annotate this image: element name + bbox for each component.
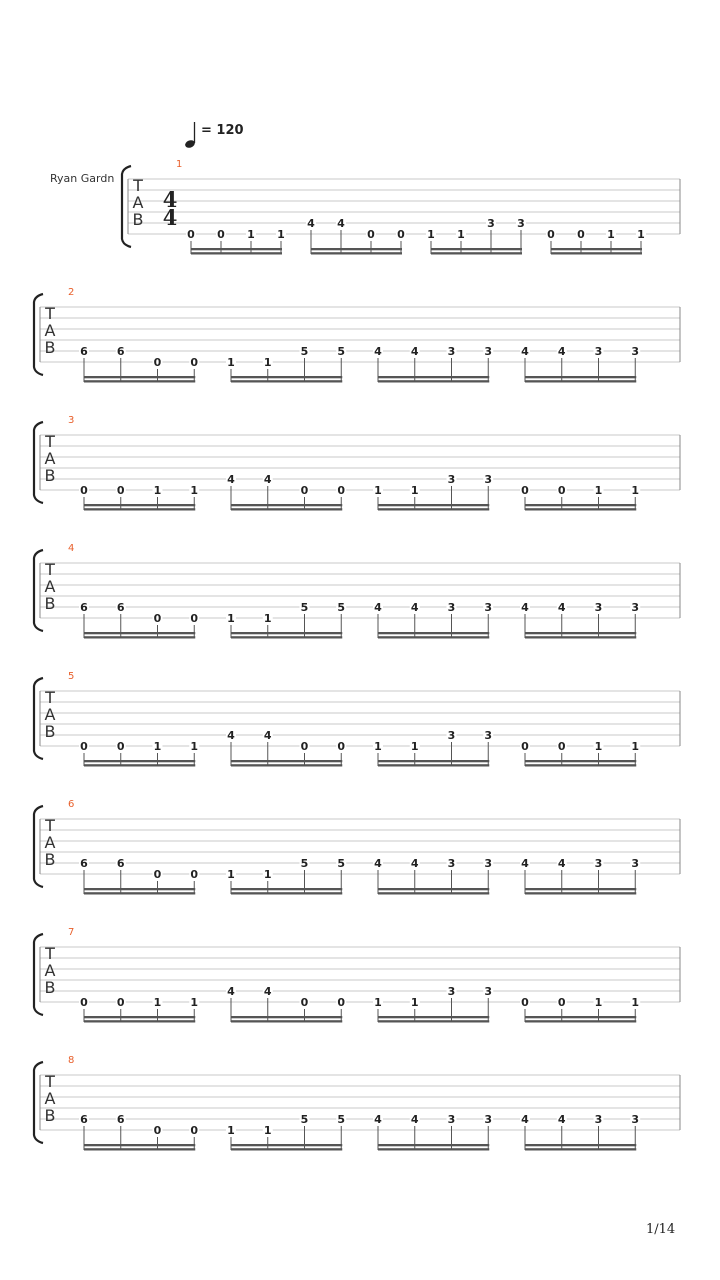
fret-number: 3 bbox=[484, 985, 493, 998]
fret-number: 3 bbox=[631, 345, 640, 358]
beam-primary bbox=[84, 504, 195, 506]
fret-number: 1 bbox=[227, 1124, 235, 1137]
tab-clef-letter: B bbox=[44, 1106, 56, 1125]
fret-number: 0 bbox=[153, 356, 162, 369]
fret-number: 3 bbox=[487, 217, 495, 230]
beam-primary bbox=[231, 888, 342, 890]
tab-system bbox=[34, 927, 680, 1023]
tab-clef-letter: B bbox=[44, 338, 56, 357]
fret-number: 5 bbox=[337, 601, 346, 614]
beam-primary bbox=[378, 504, 489, 506]
beam-secondary bbox=[378, 1148, 489, 1150]
beam-secondary bbox=[231, 636, 342, 638]
fret-number: 3 bbox=[484, 857, 493, 870]
beam-primary bbox=[525, 1016, 636, 1018]
fret-number: 0 bbox=[190, 868, 199, 881]
fret-number: 0 bbox=[153, 1124, 162, 1137]
fret-number: 3 bbox=[594, 1113, 603, 1126]
fret-number: 5 bbox=[337, 345, 346, 358]
fret-number: 1 bbox=[190, 740, 199, 753]
tab-clef-letter: B bbox=[44, 594, 56, 613]
fret-number: 1 bbox=[153, 996, 162, 1009]
fret-number: 1 bbox=[410, 996, 419, 1009]
tab-system bbox=[122, 159, 680, 255]
fret-number: 0 bbox=[397, 228, 405, 241]
measure-number: 6 bbox=[68, 799, 75, 810]
tab-system bbox=[34, 287, 680, 383]
beam-secondary bbox=[378, 892, 489, 894]
fret-number: 4 bbox=[227, 985, 235, 998]
fret-number: 6 bbox=[116, 1113, 125, 1126]
beam-secondary bbox=[84, 764, 195, 766]
fret-number: 0 bbox=[190, 1124, 199, 1137]
system-bracket bbox=[34, 1062, 43, 1143]
fret-number: 5 bbox=[300, 857, 309, 870]
fret-number: 3 bbox=[484, 1113, 493, 1126]
tempo-value: = 120 bbox=[201, 123, 244, 138]
beam-secondary bbox=[525, 764, 636, 766]
fret-number: 4 bbox=[410, 345, 419, 358]
fret-number: 1 bbox=[190, 484, 199, 497]
system-bracket bbox=[122, 166, 131, 247]
fret-number: 1 bbox=[374, 740, 382, 753]
fret-number: 1 bbox=[263, 1124, 272, 1137]
fret-number: 0 bbox=[153, 612, 162, 625]
tab-clef-letter: A bbox=[44, 321, 56, 340]
fret-number: 0 bbox=[116, 996, 125, 1009]
tab-system bbox=[34, 415, 680, 511]
measure-number: 3 bbox=[68, 415, 75, 426]
tab-system bbox=[34, 799, 680, 895]
beam-secondary bbox=[231, 1148, 342, 1150]
tab-clef-letter: T bbox=[45, 944, 55, 963]
fret-number: 4 bbox=[374, 857, 382, 870]
beam-secondary bbox=[231, 892, 342, 894]
fret-number: 4 bbox=[410, 1113, 419, 1126]
fret-number: 0 bbox=[337, 484, 346, 497]
measure-number: 4 bbox=[68, 543, 75, 554]
fret-number: 0 bbox=[116, 740, 125, 753]
beam-primary bbox=[431, 248, 522, 250]
fret-number: 0 bbox=[300, 740, 309, 753]
fret-number: 3 bbox=[484, 345, 493, 358]
fret-number: 0 bbox=[153, 868, 162, 881]
beam-secondary bbox=[231, 1020, 342, 1022]
fret-number: 1 bbox=[594, 996, 603, 1009]
beam-secondary bbox=[525, 1020, 636, 1022]
tab-system bbox=[34, 543, 680, 639]
fret-number: 4 bbox=[410, 857, 419, 870]
fret-number: 0 bbox=[190, 356, 199, 369]
fret-number: 4 bbox=[410, 601, 419, 614]
fret-number: 1 bbox=[637, 228, 645, 241]
beam-secondary bbox=[525, 508, 636, 510]
fret-number: 0 bbox=[337, 996, 346, 1009]
tab-clef-letter: T bbox=[45, 432, 55, 451]
measure-number: 5 bbox=[68, 671, 75, 682]
fret-number: 6 bbox=[116, 345, 125, 358]
fret-number: 1 bbox=[631, 484, 640, 497]
beam-primary bbox=[84, 888, 195, 890]
beam-secondary bbox=[84, 636, 195, 638]
fret-number: 0 bbox=[557, 740, 566, 753]
fret-number: 0 bbox=[547, 228, 555, 241]
fret-number: 0 bbox=[577, 228, 585, 241]
fret-number: 3 bbox=[631, 857, 640, 870]
beam-primary bbox=[311, 248, 402, 250]
fret-number: 0 bbox=[521, 996, 529, 1009]
fret-number: 1 bbox=[631, 740, 640, 753]
fret-number: 4 bbox=[263, 473, 272, 486]
fret-number: 3 bbox=[631, 1113, 640, 1126]
fret-number: 3 bbox=[484, 601, 493, 614]
fret-number: 3 bbox=[447, 729, 456, 742]
fret-number: 1 bbox=[374, 996, 382, 1009]
fret-number: 0 bbox=[190, 612, 199, 625]
fret-number: 3 bbox=[447, 345, 456, 358]
beam-secondary bbox=[231, 508, 342, 510]
fret-number: 0 bbox=[80, 740, 88, 753]
beam-primary bbox=[525, 504, 636, 506]
time-signature-denominator: 4 bbox=[162, 205, 178, 230]
beam-primary bbox=[84, 376, 195, 378]
fret-number: 5 bbox=[337, 857, 346, 870]
fret-number: 4 bbox=[263, 985, 272, 998]
beam-primary bbox=[525, 376, 636, 378]
fret-number: 4 bbox=[337, 217, 345, 230]
fret-number: 3 bbox=[447, 601, 456, 614]
beam-secondary bbox=[231, 764, 342, 766]
fret-number: 1 bbox=[190, 996, 199, 1009]
tab-clef-letter: T bbox=[45, 688, 55, 707]
tab-system bbox=[34, 1055, 680, 1151]
fret-number: 0 bbox=[80, 996, 88, 1009]
tab-clef-letter: A bbox=[132, 193, 144, 212]
system-bracket bbox=[34, 550, 43, 631]
fret-number: 0 bbox=[217, 228, 225, 241]
fret-number: 1 bbox=[410, 740, 419, 753]
beam-primary bbox=[378, 1016, 489, 1018]
fret-number: 4 bbox=[521, 1113, 529, 1126]
time-signature-numerator: 4 bbox=[162, 187, 178, 212]
tab-clef-letter: A bbox=[44, 1089, 56, 1108]
fret-number: 4 bbox=[557, 1113, 566, 1126]
fret-number: 1 bbox=[410, 484, 419, 497]
tab-clef-letter: A bbox=[44, 705, 56, 724]
fret-number: 0 bbox=[557, 484, 566, 497]
instrument-name: Ryan Gardn bbox=[50, 172, 115, 185]
beam-secondary bbox=[378, 508, 489, 510]
beam-secondary bbox=[311, 252, 402, 254]
tab-clef-letter: B bbox=[132, 210, 144, 229]
fret-number: 4 bbox=[521, 857, 529, 870]
beam-secondary bbox=[525, 892, 636, 894]
fret-number: 6 bbox=[80, 345, 88, 358]
fret-number: 6 bbox=[80, 1113, 88, 1126]
fret-number: 3 bbox=[447, 857, 456, 870]
beam-secondary bbox=[525, 1148, 636, 1150]
beam-secondary bbox=[84, 892, 195, 894]
fret-number: 0 bbox=[521, 740, 529, 753]
fret-number: 6 bbox=[116, 857, 125, 870]
beam-primary bbox=[525, 760, 636, 762]
fret-number: 4 bbox=[374, 345, 382, 358]
fret-number: 4 bbox=[521, 601, 529, 614]
beam-primary bbox=[378, 632, 489, 634]
fret-number: 4 bbox=[227, 473, 235, 486]
beam-primary bbox=[84, 1016, 195, 1018]
beam-primary bbox=[378, 376, 489, 378]
beam-secondary bbox=[431, 252, 522, 254]
fret-number: 1 bbox=[227, 612, 235, 625]
tempo-marking bbox=[184, 122, 243, 149]
system-bracket bbox=[34, 806, 43, 887]
fret-number: 1 bbox=[227, 356, 235, 369]
system-bracket bbox=[34, 934, 43, 1015]
fret-number: 0 bbox=[367, 228, 375, 241]
beam-secondary bbox=[378, 380, 489, 382]
beam-secondary bbox=[378, 764, 489, 766]
beam-primary bbox=[378, 888, 489, 890]
fret-number: 4 bbox=[521, 345, 529, 358]
beam-secondary bbox=[84, 1148, 195, 1150]
beam-primary bbox=[84, 1144, 195, 1146]
fret-number: 4 bbox=[374, 1113, 382, 1126]
fret-number: 3 bbox=[594, 345, 603, 358]
fret-number: 0 bbox=[557, 996, 566, 1009]
beam-secondary bbox=[84, 508, 195, 510]
tab-clef-letter: T bbox=[45, 560, 55, 579]
page-number: 1/14 bbox=[646, 1222, 676, 1237]
beam-primary bbox=[231, 1016, 342, 1018]
fret-number: 0 bbox=[337, 740, 346, 753]
systems-container bbox=[34, 159, 680, 1151]
fret-number: 1 bbox=[153, 740, 162, 753]
beam-secondary bbox=[378, 636, 489, 638]
tab-clef-letter: T bbox=[133, 176, 143, 195]
fret-number: 1 bbox=[263, 868, 272, 881]
tab-clef-letter: A bbox=[44, 833, 56, 852]
measure-number: 2 bbox=[68, 287, 75, 298]
fret-number: 3 bbox=[447, 473, 456, 486]
measure-number: 1 bbox=[176, 159, 183, 170]
fret-number: 4 bbox=[227, 729, 235, 742]
fret-number: 4 bbox=[557, 345, 566, 358]
system-bracket bbox=[34, 678, 43, 759]
tab-clef-letter: A bbox=[44, 961, 56, 980]
fret-number: 0 bbox=[521, 484, 529, 497]
fret-number: 0 bbox=[300, 996, 309, 1009]
fret-number: 3 bbox=[594, 601, 603, 614]
beam-secondary bbox=[525, 380, 636, 382]
beam-primary bbox=[84, 632, 195, 634]
beam-primary bbox=[525, 888, 636, 890]
fret-number: 4 bbox=[263, 729, 272, 742]
system-bracket bbox=[34, 294, 43, 375]
fret-number: 5 bbox=[337, 1113, 346, 1126]
beam-primary bbox=[231, 504, 342, 506]
tab-system bbox=[34, 671, 680, 767]
fret-number: 1 bbox=[227, 868, 235, 881]
fret-number: 3 bbox=[631, 601, 640, 614]
fret-number: 1 bbox=[263, 612, 272, 625]
fret-number: 1 bbox=[631, 996, 640, 1009]
fret-number: 5 bbox=[300, 345, 309, 358]
beam-primary bbox=[84, 760, 195, 762]
fret-number: 5 bbox=[300, 601, 309, 614]
beam-primary bbox=[231, 632, 342, 634]
measure-number: 7 bbox=[68, 927, 75, 938]
tab-clef-letter: B bbox=[44, 722, 56, 741]
beam-secondary bbox=[84, 1020, 195, 1022]
system-bracket bbox=[34, 422, 43, 503]
fret-number: 6 bbox=[116, 601, 125, 614]
measure-number: 8 bbox=[68, 1055, 75, 1066]
tab-clef-letter: T bbox=[45, 304, 55, 323]
fret-number: 1 bbox=[263, 356, 272, 369]
beam-secondary bbox=[191, 252, 282, 254]
beam-primary bbox=[231, 760, 342, 762]
beam-secondary bbox=[551, 252, 642, 254]
fret-number: 6 bbox=[80, 857, 88, 870]
tab-clef-letter: A bbox=[44, 449, 56, 468]
tab-clef-letter: B bbox=[44, 978, 56, 997]
fret-number: 1 bbox=[594, 484, 603, 497]
beam-primary bbox=[191, 248, 282, 250]
tab-clef-letter: B bbox=[44, 850, 56, 869]
fret-number: 1 bbox=[427, 228, 435, 241]
fret-number: 3 bbox=[484, 473, 493, 486]
tab-clef-letter: B bbox=[44, 466, 56, 485]
fret-number: 5 bbox=[300, 1113, 309, 1126]
fret-number: 4 bbox=[307, 217, 315, 230]
fret-number: 1 bbox=[277, 228, 285, 241]
beam-primary bbox=[525, 1144, 636, 1146]
fret-number: 0 bbox=[116, 484, 125, 497]
tab-clef-letter: A bbox=[44, 577, 56, 596]
fret-number: 3 bbox=[484, 729, 493, 742]
beam-primary bbox=[525, 632, 636, 634]
fret-number: 1 bbox=[457, 228, 465, 241]
beam-primary bbox=[231, 1144, 342, 1146]
fret-number: 3 bbox=[594, 857, 603, 870]
beam-primary bbox=[378, 760, 489, 762]
fret-number: 0 bbox=[187, 228, 195, 241]
beam-primary bbox=[378, 1144, 489, 1146]
fret-number: 3 bbox=[447, 1113, 456, 1126]
tab-clef-letter: T bbox=[45, 816, 55, 835]
beam-primary bbox=[551, 248, 642, 250]
fret-number: 3 bbox=[517, 217, 525, 230]
fret-number: 0 bbox=[300, 484, 309, 497]
beam-primary bbox=[231, 376, 342, 378]
fret-number: 1 bbox=[607, 228, 615, 241]
beam-secondary bbox=[525, 636, 636, 638]
tab-clef-letter: T bbox=[45, 1072, 55, 1091]
fret-number: 3 bbox=[447, 985, 456, 998]
fret-number: 1 bbox=[247, 228, 255, 241]
beam-secondary bbox=[231, 380, 342, 382]
fret-number: 1 bbox=[374, 484, 382, 497]
fret-number: 1 bbox=[153, 484, 162, 497]
beam-secondary bbox=[378, 1020, 489, 1022]
fret-number: 4 bbox=[557, 601, 566, 614]
fret-number: 1 bbox=[594, 740, 603, 753]
fret-number: 4 bbox=[557, 857, 566, 870]
fret-number: 4 bbox=[374, 601, 382, 614]
fret-number: 6 bbox=[80, 601, 88, 614]
fret-number: 0 bbox=[80, 484, 88, 497]
beam-secondary bbox=[84, 380, 195, 382]
